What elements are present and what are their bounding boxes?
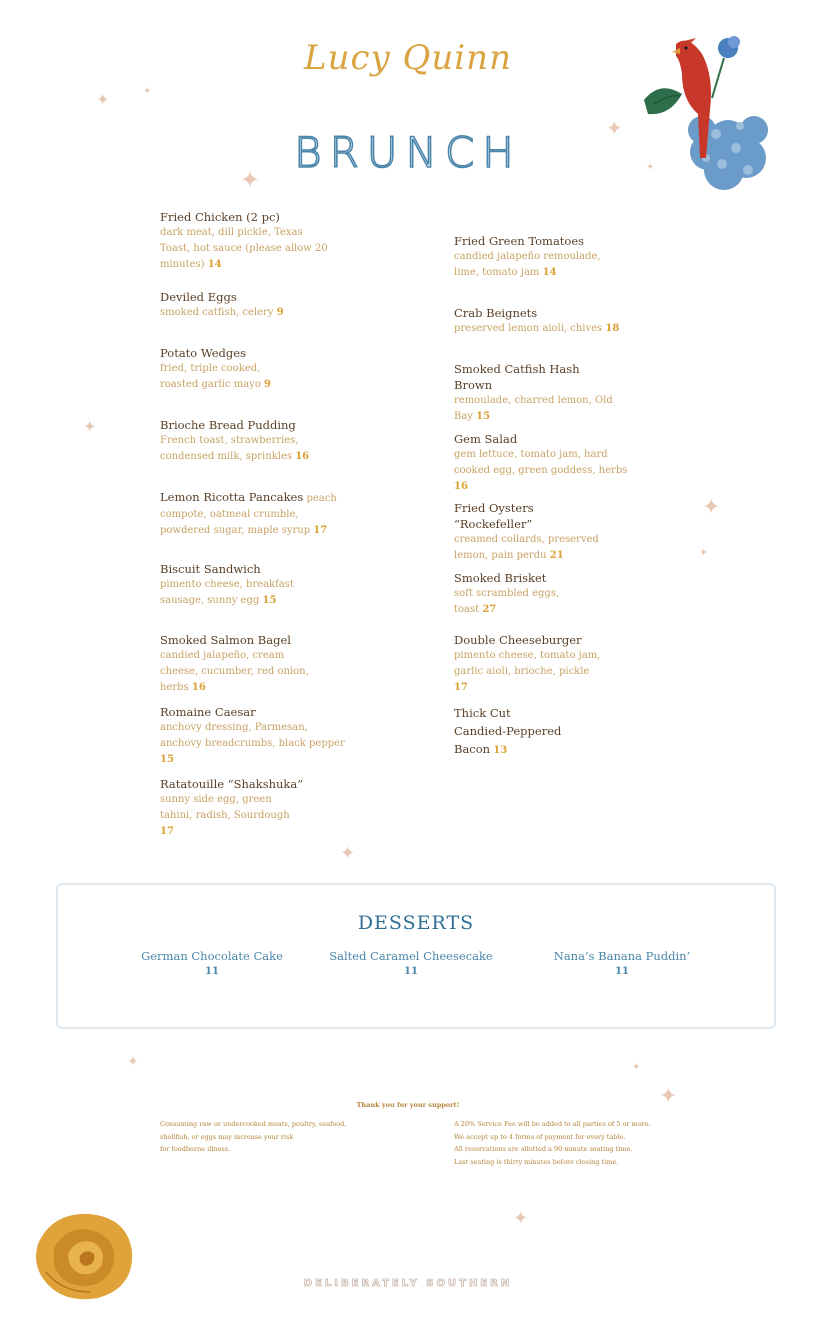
menu-item: Biscuit Sandwich pimento cheese, breakfast sausage, sunny egg 15	[160, 562, 294, 606]
disclaimer-right: A 20% Service Fee will be added to all parties of 5 or more. We accept up to 4 forms of payment for every table. All reservations are allotted a 90 minute seating time. Last seating is thirty minutes before closing time.	[454, 1120, 651, 1166]
sparkle-icon: ✦	[699, 546, 709, 559]
sparkle-icon: ✦	[340, 843, 356, 864]
menu-item: Smoked Brisket soft scrambled eggs, toast 27	[454, 571, 560, 615]
menu-item: Potato Wedges fried, triple cooked, roasted garlic mayo 9	[160, 346, 272, 390]
dessert-item: Nana’s Banana Puddin’ 11	[553, 949, 691, 977]
menu-item: Fried Oysters “Rockefeller” creamed collards, preserved lemon, pain perdu 21	[454, 501, 599, 561]
logo: Lucy Quinn	[304, 38, 512, 78]
menu-item: Brioche Bread Pudding French toast, strawberries, condensed milk, sprinkles 16	[160, 418, 310, 462]
menu-item: Fried Chicken (2 pc) dark meat, dill pickle, Texas Toast, hot sauce (please allow 20 minutes) 14	[160, 210, 328, 270]
sparkle-icon: ✦	[646, 162, 655, 173]
sparkle-icon: ✦	[96, 90, 110, 109]
sparkle-icon: ✦	[513, 1208, 529, 1229]
sparkle-icon: ✦	[659, 1084, 678, 1109]
dessert-item: German Chocolate Cake 11	[141, 949, 283, 977]
sparkle-icon: ✦	[83, 417, 97, 436]
sparkle-icon: ✦	[632, 1062, 641, 1073]
menu-item: Gem Salad gem lettuce, tomato jam, hard cooked egg, green goddess, herbs 16	[454, 432, 628, 492]
footer-tagline: DELIBERATELY SOUTHERN	[303, 1278, 513, 1289]
menu-item: Smoked Salmon Bagel candied jalapeño, cream cheese, cucumber, red onion, herbs 16	[160, 633, 309, 693]
menu-item: Crab Beignets preserved lemon aioli, chives 18	[454, 306, 620, 334]
menu-item: Double Cheeseburger pimento cheese, tomato jam, garlic aioli, brioche, pickle 17	[454, 633, 601, 693]
sparkle-icon: ✦	[240, 166, 261, 194]
sparkle-icon: ✦	[606, 116, 623, 140]
desserts-title: DESSERTS	[357, 912, 475, 934]
menu-item: Deviled Eggs smoked catfish, celery 9	[160, 290, 284, 318]
menu-item: Romaine Caesar anchovy dressing, Parmesan, anchovy breadcrumbs, black pepper 15	[160, 705, 345, 765]
disclaimer-left: Consuming raw or undercooked meats, poultry, seafood, shellfish, or eggs may increase your risk for foodborne illness.	[160, 1120, 347, 1153]
menu-item: Thick Cut Candied-Peppered Bacon 13	[454, 706, 562, 756]
menu-item: Ratatouille “Shakshuka” sunny side egg, green tahini, radish, Sourdough 17	[160, 777, 304, 837]
thanks-note: Thank you for your support!	[356, 1101, 460, 1109]
rose-illustration	[32, 1208, 136, 1304]
sparkle-icon: ✦	[143, 86, 152, 97]
menu-item: Smoked Catfish Hash Brown remoulade, charred lemon, Old Bay 15	[454, 362, 613, 422]
menu-title: BRUNCH	[294, 128, 522, 177]
dessert-item: Salted Caramel Cheesecake 11	[329, 949, 493, 977]
sparkle-icon: ✦	[127, 1054, 139, 1070]
sparkle-icon: ✦	[702, 495, 721, 520]
menu-item: Fried Green Tomatoes candied jalapeño remoulade, lime, tomato jam 14	[454, 234, 601, 278]
menu-item: Lemon Ricotta Pancakes peach compote, oatmeal crumble, powdered sugar, maple syrup 17	[160, 490, 337, 536]
